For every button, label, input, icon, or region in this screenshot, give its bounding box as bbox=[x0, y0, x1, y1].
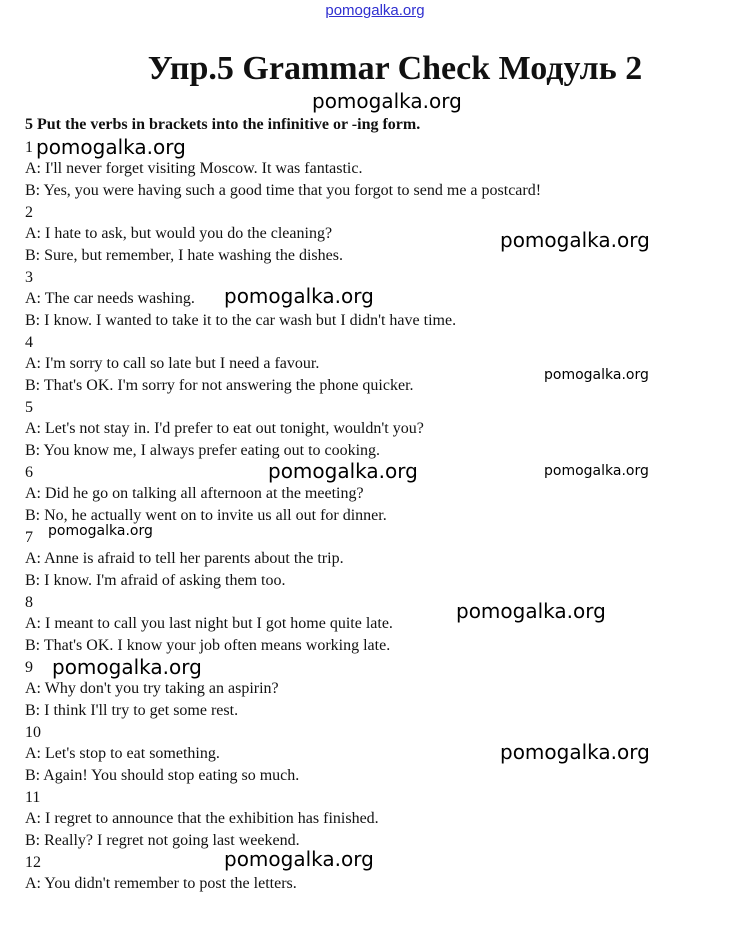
item-line-a: A: I regret to announce that the exhibition has finished. bbox=[25, 810, 379, 827]
watermark: pomogalka.org bbox=[224, 847, 374, 871]
top-watermark-link[interactable]: pomogalka.org bbox=[325, 2, 425, 19]
item-line-b: B: Really? I regret not going last weekend. bbox=[25, 832, 300, 849]
item-number: 1 bbox=[25, 139, 33, 156]
item-line-b: B: I know. I wanted to take it to the car wash but I didn't have time. bbox=[25, 312, 457, 329]
watermark: pomogalka.org bbox=[36, 135, 186, 159]
watermark: pomogalka.org bbox=[456, 599, 606, 623]
watermark: pomogalka.org bbox=[544, 367, 649, 383]
item-line-b: B: Yes, you were having such a good time that you forgot to send me a postcard! bbox=[25, 182, 542, 199]
item-line-b: B: I know. I'm afraid of asking them too. bbox=[25, 572, 286, 589]
item-number: 8 bbox=[25, 594, 33, 611]
watermark: pomogalka.org bbox=[500, 228, 650, 252]
item-line-a: A: The car needs washing. bbox=[25, 290, 195, 307]
item-line-a: A: I'll never forget visiting Moscow. It was fantastic. bbox=[25, 160, 363, 177]
item-number: 2 bbox=[25, 204, 33, 221]
exercise-instruction: 5 Put the verbs in brackets into the infinitive or -ing form. bbox=[25, 116, 421, 133]
item-line-a: A: Let's not stay in. I'd prefer to eat out tonight, wouldn't you? bbox=[25, 420, 424, 437]
item-line-a: A: Anne is afraid to tell her parents about the trip. bbox=[25, 550, 344, 567]
item-line-b: B: Sure, but remember, I hate washing the dishes. bbox=[25, 247, 343, 264]
watermark: pomogalka.org bbox=[312, 89, 462, 113]
item-number: 6 bbox=[25, 464, 33, 481]
item-line-a: A: Did he go on talking all afternoon at the meeting? bbox=[25, 485, 364, 502]
item-line-a: A: You didn't remember to post the letters. bbox=[25, 875, 297, 892]
item-line-a: A: I hate to ask, but would you do the cleaning? bbox=[25, 225, 333, 242]
item-number: 3 bbox=[25, 269, 33, 286]
watermark: pomogalka.org bbox=[48, 523, 153, 539]
watermark: pomogalka.org bbox=[544, 463, 649, 479]
item-line-b: B: You know me, I always prefer eating out to cooking. bbox=[25, 442, 381, 459]
item-line-a: A: I meant to call you last night but I got home quite late. bbox=[25, 615, 393, 632]
item-line-b: B: I think I'll try to get some rest. bbox=[25, 702, 239, 719]
item-number: 5 bbox=[25, 399, 33, 416]
watermark: pomogalka.org bbox=[268, 459, 418, 483]
item-number: 7 bbox=[25, 529, 33, 546]
item-line-a: A: Why don't you try taking an aspirin? bbox=[25, 680, 279, 697]
item-number: 4 bbox=[25, 334, 33, 351]
item-line-a: A: Let's stop to eat something. bbox=[25, 745, 220, 762]
item-line-b: B: That's OK. I know your job often means working late. bbox=[25, 637, 391, 654]
item-line-b: B: That's OK. I'm sorry for not answering the phone quicker. bbox=[25, 377, 414, 394]
item-number: 12 bbox=[25, 854, 41, 871]
watermark: pomogalka.org bbox=[52, 655, 202, 679]
item-number: 11 bbox=[25, 789, 41, 806]
item-number: 9 bbox=[25, 659, 33, 676]
item-number: 10 bbox=[25, 724, 41, 741]
item-line-b: B: No, he actually went on to invite us all out for dinner. bbox=[25, 507, 387, 524]
item-line-b: B: Again! You should stop eating so much. bbox=[25, 767, 300, 784]
page-title: Упр.5 Grammar Check Модуль 2 bbox=[147, 50, 643, 87]
watermark: pomogalka.org bbox=[224, 284, 374, 308]
item-line-a: A: I'm sorry to call so late but I need a favour. bbox=[25, 355, 320, 372]
watermark: pomogalka.org bbox=[500, 740, 650, 764]
